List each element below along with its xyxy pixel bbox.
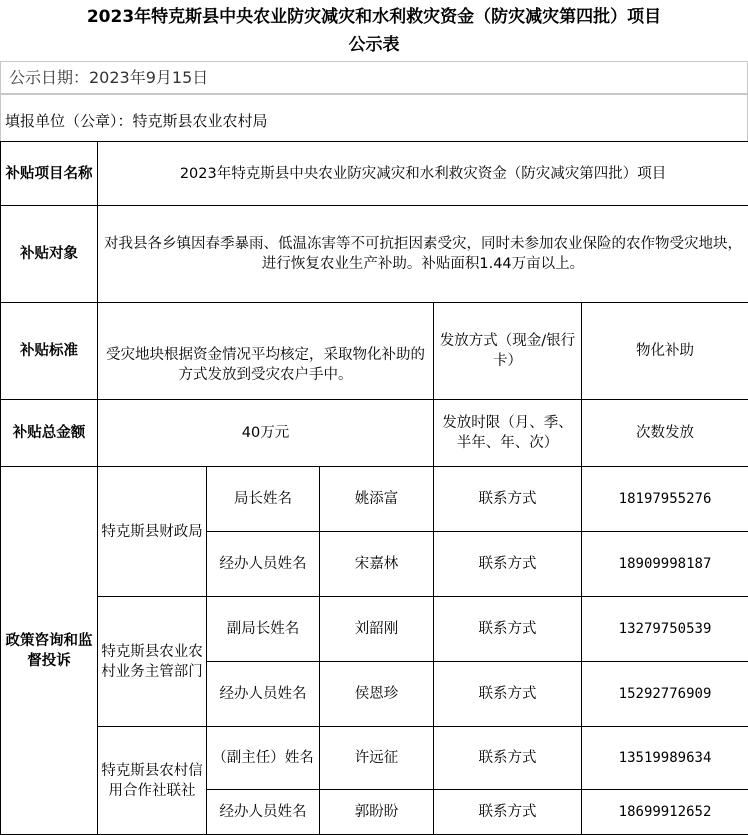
role-label: 副局长姓名 — [207, 597, 320, 662]
person-name: 刘韶刚 — [320, 597, 434, 662]
target-label: 补贴对象 — [1, 206, 98, 303]
role-label: 经办人员姓名 — [207, 662, 320, 727]
period-value: 次数发放 — [582, 400, 748, 467]
phone-number: 18909998187 — [582, 532, 748, 597]
role-label: 经办人员姓名 — [207, 790, 320, 835]
phone-number: 18699912652 — [582, 790, 748, 835]
contact-label: 联系方式 — [434, 467, 582, 532]
table-row — [1, 597, 748, 662]
subsidy-table — [0, 141, 748, 835]
phone-number: 13519989634 — [582, 727, 748, 790]
contact-label: 联系方式 — [434, 597, 582, 662]
target-value: 对我县各乡镇因春季暴雨、低温冻害等不可抗拒因素受灾，同时未参加农业保险的农作物受灾地块，进行恢复农业生产补助。补贴面积1.44万亩以上。 — [98, 206, 748, 303]
contact-label: 联系方式 — [434, 727, 582, 790]
table-row — [1, 206, 748, 303]
table-row — [1, 303, 748, 400]
publish-date: 公示日期：2023年9月15日 — [0, 61, 748, 94]
table-row — [1, 400, 748, 467]
role-label: 局长姓名 — [207, 467, 320, 532]
person-name: 宋嘉林 — [320, 532, 434, 597]
person-name: 郭盼盼 — [320, 790, 434, 835]
phone-number: 18197955276 — [582, 467, 748, 532]
standard-label: 补贴标准 — [1, 303, 98, 400]
phone-number: 13279750539 — [582, 597, 748, 662]
project-name-label: 补贴项目名称 — [1, 142, 98, 206]
contact-label: 联系方式 — [434, 532, 582, 597]
table-row — [1, 142, 748, 206]
person-name: 姚添富 — [320, 467, 434, 532]
person-name: 许远征 — [320, 727, 434, 790]
dept-name: 特克斯县农业农村业务主管部门 — [98, 597, 207, 727]
method-value: 物化补助 — [582, 303, 748, 400]
phone-number: 15292776909 — [582, 662, 748, 727]
contact-section-label: 政策咨询和监督投诉 — [1, 467, 98, 835]
method-label: 发放方式（现金/银行卡） — [434, 303, 582, 400]
dept-name: 特克斯县农村信用合作社联社 — [98, 727, 207, 835]
filing-unit: 填报单位（公章）：特克斯县农业农村局 — [0, 94, 748, 142]
dept-name: 特克斯县财政局 — [98, 467, 207, 597]
person-name: 侯恩珍 — [320, 662, 434, 727]
project-name-value: 2023年特克斯县中央农业防灾减灾和水利救灾资金（防灾减灾第四批）项目 — [98, 142, 748, 206]
title-line-1: 2023年特克斯县中央农业防灾减灾和水利救灾资金（防灾减灾第四批）项目 — [0, 3, 748, 31]
total-label: 补贴总金额 — [1, 400, 98, 467]
table-row — [1, 727, 748, 790]
contact-label: 联系方式 — [434, 790, 582, 835]
standard-value: 受灾地块根据资金情况平均核定，采取物化补助的方式发放到受灾农户手中。 — [98, 303, 434, 400]
role-label: （副主任）姓名 — [207, 727, 320, 790]
role-label: 经办人员姓名 — [207, 532, 320, 597]
period-label: 发放时限（月、季、半年、年、次） — [434, 400, 582, 467]
table-row — [1, 467, 748, 532]
total-value: 40万元 — [98, 400, 434, 467]
title-line-2: 公示表 — [0, 31, 748, 59]
contact-label: 联系方式 — [434, 662, 582, 727]
page-title — [0, 0, 748, 61]
